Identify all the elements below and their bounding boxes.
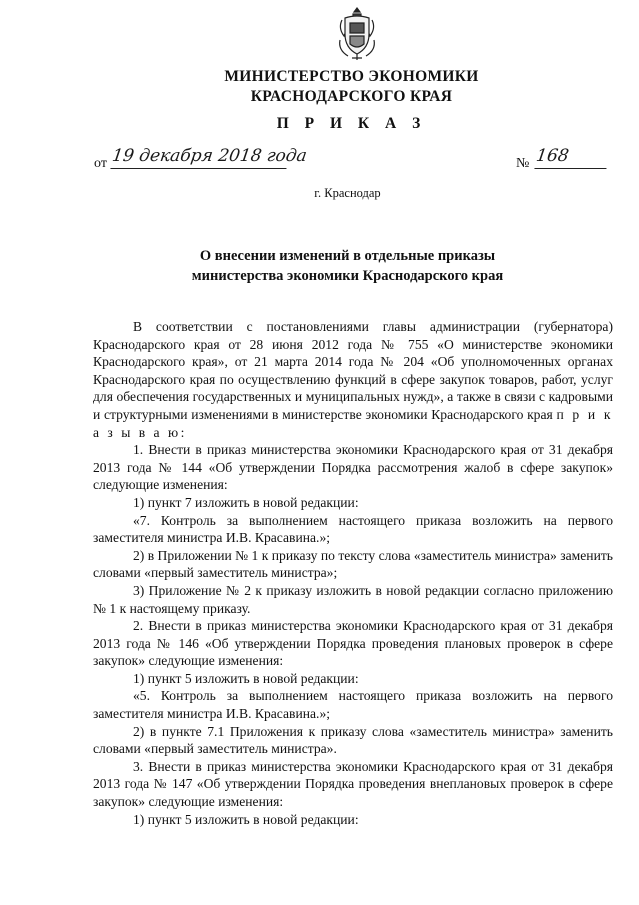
document-title-line2: министерства экономики Краснодарского края: [191, 268, 504, 284]
paragraph: «7. Контроль за выполнением настоящего приказа возложить на первого заместителя министра И.В. Красавина.»;: [93, 512, 613, 546]
number-value-handwritten: 168: [534, 146, 609, 169]
paragraph: «5. Контроль за выполнением настоящего приказа возложить на первого заместителя министра И.В. Красавина.»;: [93, 688, 613, 722]
paragraph: 1) пункт 5 изложить в новой редакции:: [133, 811, 359, 827]
paragraph: 2) в Приложении № 1 к приказу по тексту слова «заместитель министра» заменить словами «первый заместитель министра»;: [93, 547, 613, 581]
paragraph: 3) Приложение № 2 к приказу изложить в новой редакции согласно приложению № 1 к настоящему приказу.: [93, 582, 613, 616]
paragraph: 2. Внести в приказ министерства экономики Краснодарского края от 31 декабря 2013 года № 146 «Об утверждении Порядка проведения плановых проверок в сфере закупок» следующие изменения:: [93, 618, 613, 669]
order-word: п р и к а з ы в а ю:: [93, 406, 613, 440]
ministry-name-line1: МИНИСТЕРСТВО ЭКОНОМИКИ: [224, 68, 479, 85]
paragraph: 1) пункт 7 изложить в новой редакции:: [133, 494, 359, 510]
document-title-line1: О внесении изменений в отдельные приказы: [199, 248, 496, 264]
ministry-name-line2: КРАСНОДАРСКОГО КРАЯ: [250, 88, 453, 105]
coat-of-arms-icon: [336, 6, 378, 62]
intro-paragraph: [93, 318, 613, 441]
date-label: от: [94, 156, 107, 171]
city: г. Краснодар: [314, 186, 381, 200]
intro-text: В соответствии с постановлениями главы администрации (губернатора) Краснодарского края от 28 июня 2012 года № 755 «О министерстве экономики Краснодарского края», от 21 марта 2014 года № 204 «Об уполномоченных органах Краснодарского края по осуществлению функций в сфере закупок товаров, работ, услуг для обеспечения государственных и муниципальных нужд», а также в связи с кадровыми и структурными изменениями в министерстве экономики Краснодарского края: [93, 319, 613, 422]
number-label: №: [516, 156, 530, 171]
paragraph: 1) пункт 5 изложить в новой редакции:: [133, 670, 359, 686]
paragraph: 1. Внести в приказ министерства экономики Краснодарского края от 31 декабря 2013 года № 144 «Об утверждении Порядка рассмотрения жалоб в сфере закупок» следующие изменения:: [93, 442, 613, 493]
paragraph: 3. Внести в приказ министерства экономики Краснодарского края от 31 декабря 2013 года № 147 «Об утверждении Порядка проведения внеплановых проверок в сфере закупок» следующие изменения:: [93, 758, 613, 810]
document-body: [93, 318, 613, 828]
paragraph: 2) в пункте 7.1 Приложения к приказу слова «заместитель министра» заменить словами «первый заместитель министра».: [93, 723, 613, 757]
date-value-handwritten: 19 декабря 2018 года: [110, 146, 289, 169]
document-type: П Р И К А З: [276, 115, 427, 132]
